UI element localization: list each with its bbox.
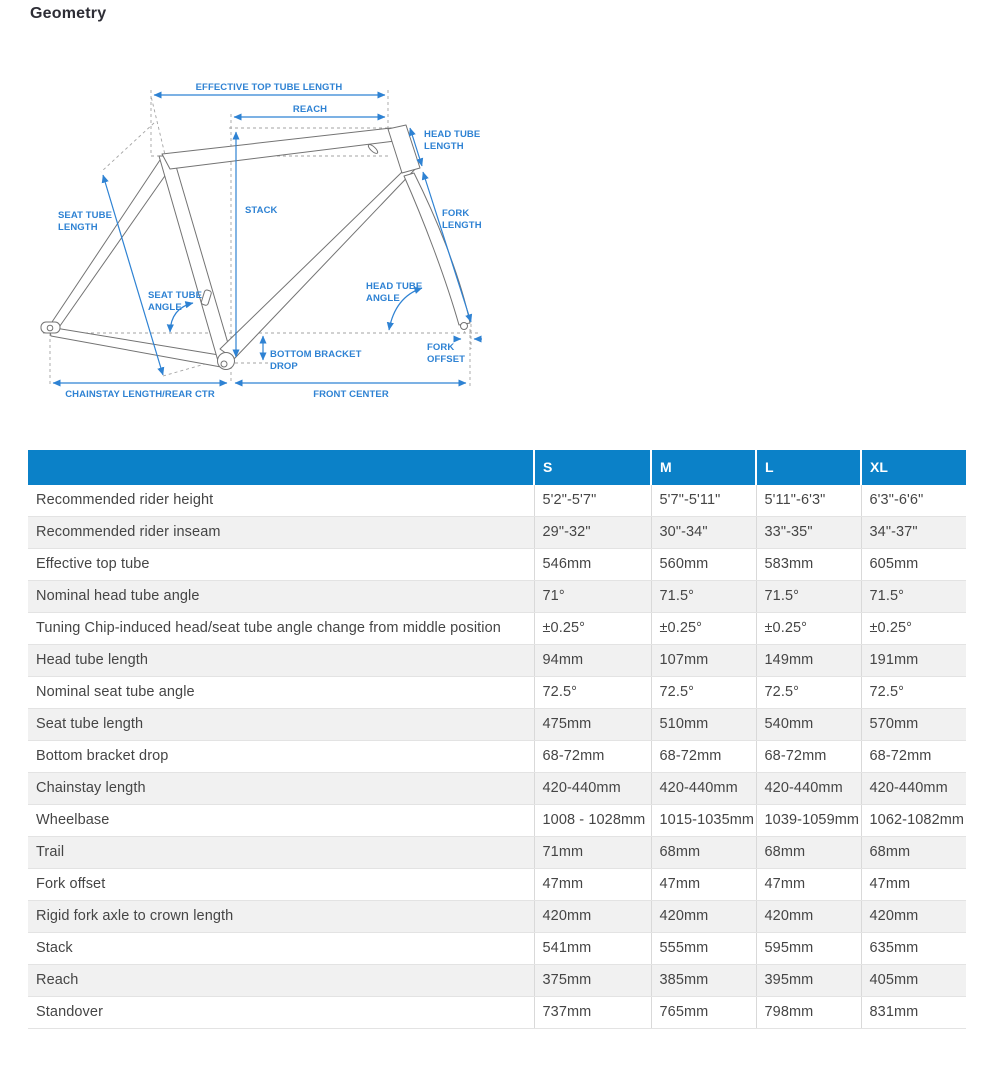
label-head-tube-length-1: HEAD TUBE [424, 129, 481, 140]
label-seat-tube-length-2: LENGTH [58, 222, 98, 233]
row-value-xl: 420-440mm [861, 773, 966, 805]
row-value-s: 546mm [534, 549, 651, 581]
geometry-table-section [28, 450, 966, 1029]
row-value-xl: 72.5° [861, 677, 966, 709]
row-label: Chainstay length [28, 773, 534, 805]
row-value-l: 5'11"-6'3" [756, 485, 861, 517]
row-value-m: 107mm [651, 645, 756, 677]
table-row [28, 869, 966, 901]
row-value-l: 595mm [756, 933, 861, 965]
row-value-m: 71.5° [651, 581, 756, 613]
row-value-m: 420mm [651, 901, 756, 933]
row-value-l: 71.5° [756, 581, 861, 613]
rear-dropout [41, 322, 60, 333]
corner-header-cell [28, 450, 534, 485]
row-value-s: 541mm [534, 933, 651, 965]
row-label: Head tube length [28, 645, 534, 677]
row-value-xl: 605mm [861, 549, 966, 581]
bottom-bracket [218, 353, 235, 370]
row-label: Recommended rider inseam [28, 517, 534, 549]
row-value-xl: 34"-37" [861, 517, 966, 549]
table-row [28, 837, 966, 869]
row-label: Tuning Chip-induced head/seat tube angle change from middle position [28, 613, 534, 645]
row-value-l: 68-72mm [756, 741, 861, 773]
row-value-m: 47mm [651, 869, 756, 901]
row-value-xl: 1062-1082mm [861, 805, 966, 837]
row-value-s: 5'2"-5'7" [534, 485, 651, 517]
table-row [28, 965, 966, 997]
label-fork-length-1: FORK [442, 208, 470, 219]
row-value-m: 385mm [651, 965, 756, 997]
size-column-header-l: L [756, 450, 861, 485]
cable-port-detail [367, 143, 379, 155]
table-row [28, 933, 966, 965]
row-label: Rigid fork axle to crown length [28, 901, 534, 933]
row-label: Nominal head tube angle [28, 581, 534, 613]
label-seat-tube-angle-2: ANGLE [148, 302, 182, 313]
table-row [28, 901, 966, 933]
row-value-s: ±0.25° [534, 613, 651, 645]
table-row [28, 613, 966, 645]
row-value-s: 71° [534, 581, 651, 613]
size-column-header-m: M [651, 450, 756, 485]
row-label: Recommended rider height [28, 485, 534, 517]
row-value-l: 149mm [756, 645, 861, 677]
table-row [28, 645, 966, 677]
row-value-xl: 6'3"-6'6" [861, 485, 966, 517]
row-value-xl: 68mm [861, 837, 966, 869]
table-row [28, 677, 966, 709]
row-value-s: 71mm [534, 837, 651, 869]
row-value-s: 475mm [534, 709, 651, 741]
table-row [28, 773, 966, 805]
size-column-header-xl: XL [861, 450, 966, 485]
row-value-l: 68mm [756, 837, 861, 869]
label-reach: REACH [292, 104, 328, 115]
dim-fork-length [423, 172, 471, 322]
label-seat-tube-length-1: SEAT TUBE [58, 210, 113, 221]
label-bottom-bracket-drop-2: DROP [270, 361, 298, 372]
table-row [28, 517, 966, 549]
label-seat-tube-angle-1: SEAT TUBE [148, 290, 203, 301]
row-value-s: 68-72mm [534, 741, 651, 773]
label-bottom-bracket-drop-1: BOTTOM BRACKET [270, 349, 362, 360]
label-fork-offset-2: OFFSET [427, 354, 466, 365]
row-value-l: 47mm [756, 869, 861, 901]
row-value-s: 72.5° [534, 677, 651, 709]
row-value-m: 5'7"-5'11" [651, 485, 756, 517]
row-value-s: 47mm [534, 869, 651, 901]
row-value-s: 94mm [534, 645, 651, 677]
header-row [28, 450, 966, 485]
row-label: Trail [28, 837, 534, 869]
table-row [28, 805, 966, 837]
label-front-center: FRONT CENTER [313, 389, 389, 400]
row-value-m: 560mm [651, 549, 756, 581]
row-value-l: ±0.25° [756, 613, 861, 645]
row-label: Nominal seat tube angle [28, 677, 534, 709]
row-label: Fork offset [28, 869, 534, 901]
row-value-m: 72.5° [651, 677, 756, 709]
geometry-table-body [28, 485, 966, 1029]
label-fork-offset-1: FORK [427, 342, 455, 353]
row-label: Reach [28, 965, 534, 997]
row-value-l: 583mm [756, 549, 861, 581]
row-value-l: 1039-1059mm [756, 805, 861, 837]
row-label: Seat tube length [28, 709, 534, 741]
row-value-xl: 191mm [861, 645, 966, 677]
row-value-xl: 570mm [861, 709, 966, 741]
label-fork-length-2: LENGTH [442, 220, 482, 231]
label-head-tube-length-2: LENGTH [424, 141, 464, 152]
diagram-labels [58, 82, 482, 400]
table-row [28, 485, 966, 517]
table-row [28, 741, 966, 773]
row-value-xl: 47mm [861, 869, 966, 901]
label-chainstay-length: CHAINSTAY LENGTH/REAR CTR [65, 389, 215, 400]
row-value-m: ±0.25° [651, 613, 756, 645]
row-label: Effective top tube [28, 549, 534, 581]
label-stack: STACK [245, 205, 278, 216]
geometry-diagram [33, 76, 505, 413]
size-column-header-s: S [534, 450, 651, 485]
row-value-s: 420mm [534, 901, 651, 933]
row-value-m: 68-72mm [651, 741, 756, 773]
row-value-m: 420-440mm [651, 773, 756, 805]
row-value-l: 420mm [756, 901, 861, 933]
row-value-xl: 420mm [861, 901, 966, 933]
row-label: Standover [28, 997, 534, 1029]
row-value-m: 30"-34" [651, 517, 756, 549]
row-value-l: 798mm [756, 997, 861, 1029]
row-value-m: 68mm [651, 837, 756, 869]
row-value-xl: ±0.25° [861, 613, 966, 645]
row-value-s: 1008 - 1028mm [534, 805, 651, 837]
row-value-l: 33"-35" [756, 517, 861, 549]
row-value-xl: 405mm [861, 965, 966, 997]
row-value-xl: 68-72mm [861, 741, 966, 773]
geometry-table-header [28, 450, 966, 485]
table-row [28, 581, 966, 613]
row-value-xl: 71.5° [861, 581, 966, 613]
table-row [28, 709, 966, 741]
row-value-m: 510mm [651, 709, 756, 741]
row-value-m: 555mm [651, 933, 756, 965]
row-value-l: 540mm [756, 709, 861, 741]
label-head-tube-angle-1: HEAD TUBE [366, 281, 423, 292]
row-value-m: 765mm [651, 997, 756, 1029]
label-effective-top-tube: EFFECTIVE TOP TUBE LENGTH [195, 82, 343, 93]
row-value-s: 29"-32" [534, 517, 651, 549]
row-label: Bottom bracket drop [28, 741, 534, 773]
row-value-s: 737mm [534, 997, 651, 1029]
row-value-l: 72.5° [756, 677, 861, 709]
label-head-tube-angle-2: ANGLE [366, 293, 400, 304]
bike-geometry-diagram [33, 76, 505, 413]
row-value-xl: 635mm [861, 933, 966, 965]
row-value-l: 395mm [756, 965, 861, 997]
row-label: Wheelbase [28, 805, 534, 837]
row-value-m: 1015-1035mm [651, 805, 756, 837]
geometry-table [28, 450, 966, 1029]
table-row [28, 549, 966, 581]
front-dropout [461, 323, 468, 330]
row-value-xl: 831mm [861, 997, 966, 1029]
row-value-s: 375mm [534, 965, 651, 997]
row-value-l: 420-440mm [756, 773, 861, 805]
row-label: Stack [28, 933, 534, 965]
table-row [28, 997, 966, 1029]
row-value-s: 420-440mm [534, 773, 651, 805]
page-title: Geometry [30, 5, 107, 22]
